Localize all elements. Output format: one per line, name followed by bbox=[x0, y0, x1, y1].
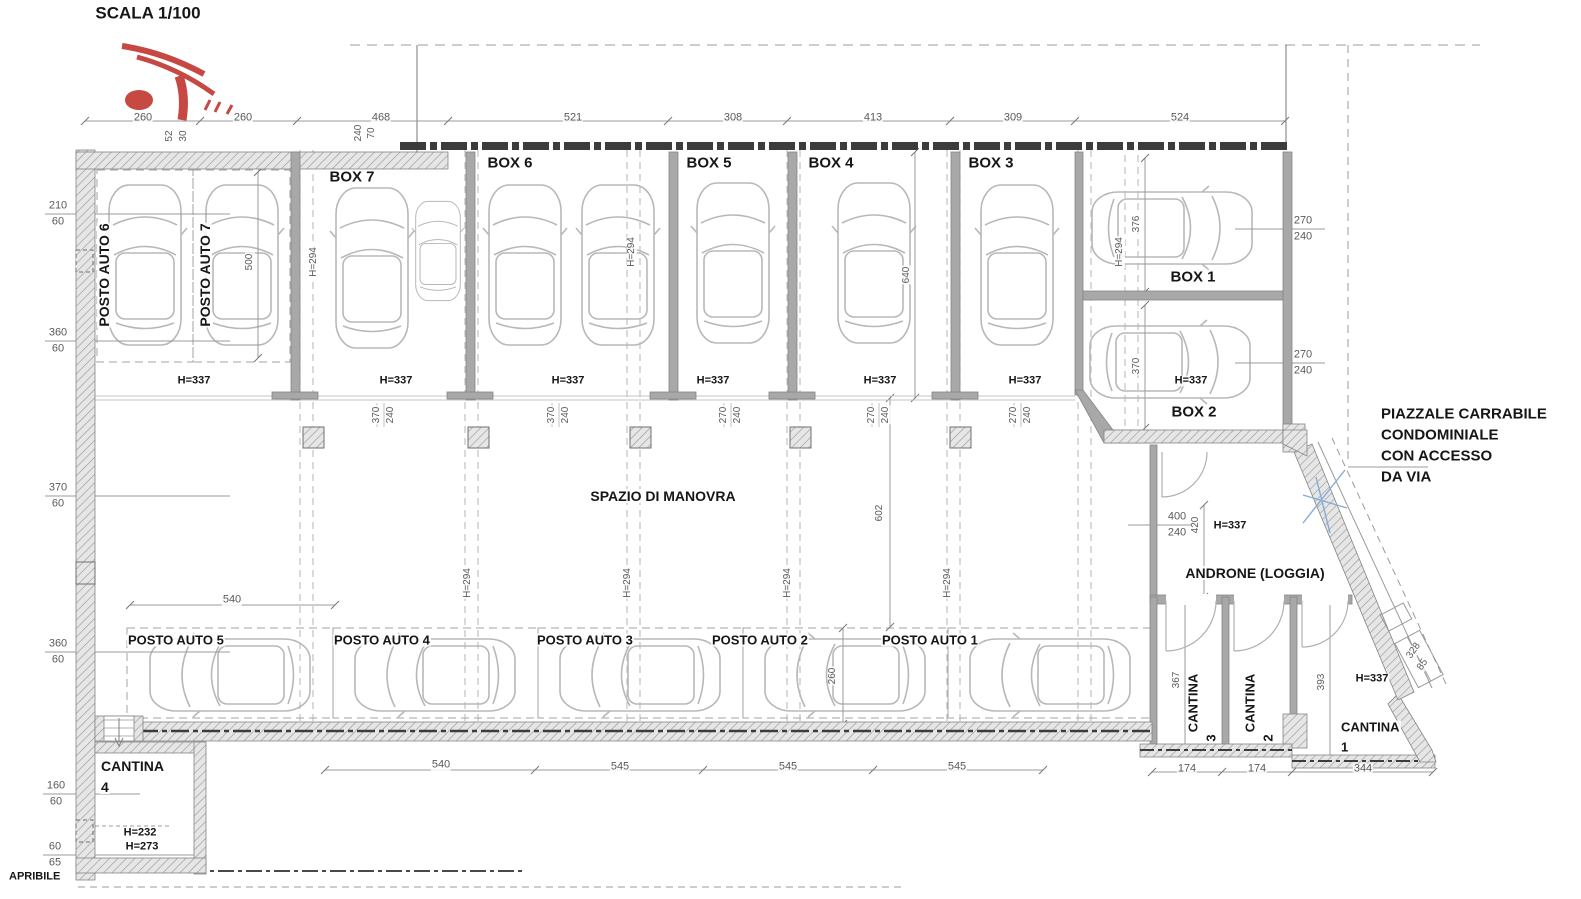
dim-ramp-85: 85 bbox=[1414, 657, 1431, 673]
room-box6: BOX 6 bbox=[487, 154, 533, 172]
room-box2: BOX 2 bbox=[1171, 403, 1217, 421]
room-posto-auto-1: POSTO AUTO 1 bbox=[882, 632, 978, 648]
dim-602: 602 bbox=[874, 504, 885, 522]
dim-545-c: 545 bbox=[947, 760, 967, 773]
dim-545-a: 545 bbox=[610, 760, 630, 773]
dim-open-box3-w: 270 bbox=[1008, 406, 1019, 424]
dim-top-413: 413 bbox=[863, 111, 883, 124]
dim-top-308: 308 bbox=[723, 111, 743, 124]
height-box5: H=337 bbox=[696, 374, 730, 387]
area-piazzale-line1: PIAZZALE CARRABILE bbox=[1381, 405, 1547, 423]
area-spazio-manovra: SPAZIO DI MANOVRA bbox=[590, 488, 736, 504]
dim-top-309: 309 bbox=[1003, 111, 1023, 124]
room-cantina1-num: 1 bbox=[1341, 739, 1349, 755]
dim-open-box7-h: 240 bbox=[385, 406, 396, 424]
height-beam-box6: H=294 bbox=[626, 237, 637, 267]
height-posti67: H=337 bbox=[177, 374, 211, 387]
dim-left-60b: 60 bbox=[51, 342, 65, 355]
height-beam-box7: H=294 bbox=[308, 247, 319, 277]
dim-540-top: 540 bbox=[222, 593, 242, 606]
room-cantina3-num: 3 bbox=[1203, 734, 1219, 742]
dim-174-b: 174 bbox=[1247, 762, 1267, 775]
room-posto-auto-4: POSTO AUTO 4 bbox=[334, 632, 430, 648]
room-cantina2-num: 2 bbox=[1260, 734, 1276, 742]
dim-open-box7-w: 370 bbox=[371, 406, 382, 424]
area-piazzale-line2: CONDOMINIALE bbox=[1381, 426, 1499, 444]
dim-640: 640 bbox=[901, 266, 912, 284]
room-cantina4-name: CANTINA bbox=[101, 758, 164, 774]
dim-rot-52: 52 bbox=[164, 130, 175, 142]
dim-open-box4-h: 240 bbox=[880, 406, 891, 424]
dim-left-360b: 360 bbox=[48, 637, 68, 650]
dim-ramp-328: 328 bbox=[1404, 640, 1423, 661]
room-cantina3-name: CANTINA bbox=[1185, 673, 1201, 733]
dim-top-260b: 260 bbox=[233, 111, 253, 124]
dim-open-box5-w: 270 bbox=[718, 406, 729, 424]
dim-left-210: 210 bbox=[48, 199, 68, 212]
dim-open-box5-h: 240 bbox=[732, 406, 743, 424]
dim-left-160: 160 bbox=[46, 779, 66, 792]
dim-rot-240: 240 bbox=[353, 124, 364, 142]
note-apribile: APRIBILE bbox=[9, 870, 61, 883]
dim-top-524: 524 bbox=[1170, 111, 1190, 124]
dim-540-bottom: 540 bbox=[431, 758, 451, 771]
room-box5: BOX 5 bbox=[686, 154, 732, 172]
room-posto-auto-7: POSTO AUTO 7 bbox=[197, 223, 213, 327]
scale-title: SCALA 1/100 bbox=[95, 3, 201, 23]
room-box3: BOX 3 bbox=[968, 154, 1014, 172]
dim-top-521: 521 bbox=[563, 111, 583, 124]
height-beam-sp3: H=294 bbox=[782, 568, 793, 598]
height-beam-box1: H=294 bbox=[1114, 237, 1125, 267]
dim-box1-270: 270 bbox=[1293, 214, 1313, 227]
height-beam-sp1: H=294 bbox=[462, 568, 473, 598]
room-posto-auto-6: POSTO AUTO 6 bbox=[96, 223, 112, 327]
room-posto-auto-5: POSTO AUTO 5 bbox=[128, 632, 224, 648]
dim-top-468: 468 bbox=[371, 111, 391, 124]
dim-box2-270: 270 bbox=[1293, 348, 1313, 361]
room-posto-auto-3: POSTO AUTO 3 bbox=[537, 632, 633, 648]
dim-box1-240: 240 bbox=[1293, 230, 1313, 243]
height-beam-sp4: H=294 bbox=[942, 568, 953, 598]
dim-open-box4-w: 270 bbox=[866, 406, 877, 424]
dim-376: 376 bbox=[1131, 215, 1142, 233]
dim-367: 367 bbox=[1171, 671, 1182, 689]
dim-androne-400: 400 bbox=[1167, 510, 1187, 523]
dim-260-v: 260 bbox=[827, 667, 838, 685]
height-box2: H=337 bbox=[1174, 374, 1208, 387]
dim-500: 500 bbox=[244, 253, 255, 271]
room-box1: BOX 1 bbox=[1170, 268, 1216, 286]
dim-545-b: 545 bbox=[778, 760, 798, 773]
height-box7: H=337 bbox=[379, 374, 413, 387]
dim-left-360a: 360 bbox=[48, 326, 68, 339]
dim-left-65: 65 bbox=[48, 856, 62, 869]
dim-open-box6-w: 370 bbox=[546, 406, 557, 424]
room-box4: BOX 4 bbox=[808, 154, 854, 172]
dim-left-60a: 60 bbox=[51, 215, 65, 228]
room-posto-auto-2: POSTO AUTO 2 bbox=[712, 632, 808, 648]
dim-top-260a: 260 bbox=[133, 111, 153, 124]
height-cantina4-b: H=273 bbox=[125, 840, 159, 853]
height-cantina4-a: H=232 bbox=[123, 826, 157, 839]
room-cantina2-name: CANTINA bbox=[1242, 673, 1258, 733]
room-cantina1-name: CANTINA bbox=[1341, 719, 1400, 735]
height-box6: H=337 bbox=[551, 374, 585, 387]
dim-androne-240: 240 bbox=[1167, 526, 1187, 539]
dim-370-v: 370 bbox=[1131, 357, 1142, 375]
height-androne: H=337 bbox=[1213, 519, 1247, 532]
dim-box2-240: 240 bbox=[1293, 364, 1313, 377]
dim-rot-30: 30 bbox=[178, 130, 189, 142]
area-piazzale-line3: CON ACCESSO bbox=[1381, 447, 1493, 465]
dim-open-box3-h: 240 bbox=[1022, 406, 1033, 424]
height-box3: H=337 bbox=[1008, 374, 1042, 387]
dim-420: 420 bbox=[1190, 516, 1201, 534]
area-piazzale-line4: DA VIA bbox=[1381, 468, 1432, 486]
dim-left-60c: 60 bbox=[51, 497, 65, 510]
dim-174-a: 174 bbox=[1177, 762, 1197, 775]
dim-left-60f: 60 bbox=[48, 840, 62, 853]
dim-open-box6-h: 240 bbox=[560, 406, 571, 424]
dim-344: 344 bbox=[1353, 762, 1373, 775]
dim-left-60e: 60 bbox=[49, 795, 63, 808]
dim-393: 393 bbox=[1316, 673, 1327, 691]
room-box7: BOX 7 bbox=[329, 168, 375, 186]
dim-left-60d: 60 bbox=[51, 653, 65, 666]
area-androne-loggia: ANDRONE (LOGGIA) bbox=[1185, 565, 1325, 581]
height-beam-sp2: H=294 bbox=[622, 568, 633, 598]
height-box4: H=337 bbox=[863, 374, 897, 387]
dim-left-370: 370 bbox=[48, 481, 68, 494]
height-cantina1: H=337 bbox=[1355, 672, 1389, 685]
room-cantina4-num: 4 bbox=[101, 779, 109, 795]
dim-rot-70: 70 bbox=[366, 127, 377, 139]
